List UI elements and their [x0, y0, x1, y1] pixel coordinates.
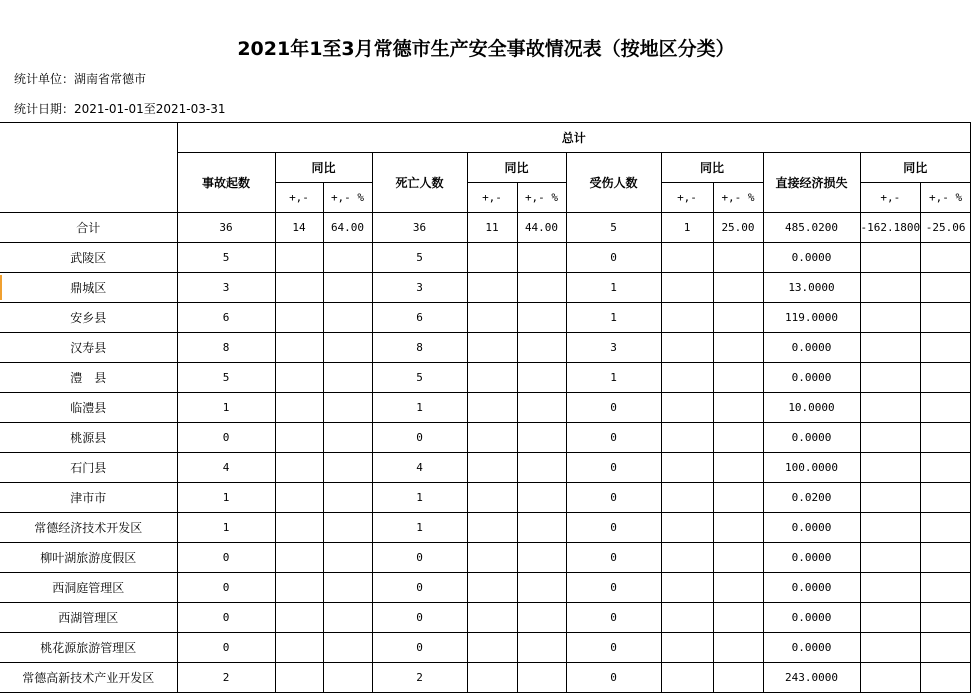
table-cell[interactable]	[517, 543, 566, 573]
table-cell[interactable]	[517, 513, 566, 543]
table-cell[interactable]: 8	[372, 333, 467, 363]
table-cell[interactable]: 0	[566, 633, 661, 663]
table-cell[interactable]: 0	[177, 633, 275, 663]
table-cell[interactable]	[467, 273, 517, 303]
table-cell[interactable]	[275, 453, 323, 483]
table-cell[interactable]	[860, 453, 921, 483]
table-cell[interactable]	[860, 633, 921, 663]
table-cell[interactable]	[860, 273, 921, 303]
table-cell[interactable]: 0.0000	[763, 423, 860, 453]
table-cell[interactable]	[323, 243, 372, 273]
table-cell[interactable]	[517, 603, 566, 633]
region-header	[0, 123, 177, 213]
table-cell[interactable]	[661, 423, 713, 453]
table-cell[interactable]	[275, 303, 323, 333]
accidents-header: 事故起数	[177, 153, 275, 213]
table-cell[interactable]: 5	[566, 213, 661, 243]
table-cell[interactable]: 1	[566, 273, 661, 303]
table-cell[interactable]	[661, 573, 713, 603]
region-name[interactable]: 常德高新技术产业开发区	[0, 663, 177, 693]
table-cell[interactable]: 0.0000	[763, 573, 860, 603]
table-cell[interactable]: 1	[372, 513, 467, 543]
region-name[interactable]: 鼎城区	[0, 273, 177, 303]
table-cell[interactable]	[921, 273, 971, 303]
table-cell[interactable]: 2	[177, 663, 275, 693]
table-cell[interactable]	[467, 453, 517, 483]
table-cell[interactable]: 11	[467, 213, 517, 243]
table-cell[interactable]: 5	[177, 363, 275, 393]
table-cell[interactable]	[517, 663, 566, 693]
table-row	[0, 573, 971, 603]
table-cell[interactable]: 4	[177, 453, 275, 483]
table-cell[interactable]	[921, 303, 971, 333]
table-cell[interactable]: 0	[566, 393, 661, 423]
table-cell[interactable]	[467, 543, 517, 573]
table-cell[interactable]	[713, 273, 763, 303]
table-cell[interactable]	[275, 243, 323, 273]
table-row	[0, 513, 971, 543]
table-cell[interactable]	[713, 303, 763, 333]
table-cell[interactable]	[517, 273, 566, 303]
table-cell[interactable]	[661, 303, 713, 333]
table-cell[interactable]: 119.0000	[763, 303, 860, 333]
table-cell[interactable]	[921, 663, 971, 693]
table-cell[interactable]	[860, 483, 921, 513]
table-cell[interactable]: 1	[177, 393, 275, 423]
table-cell[interactable]	[467, 603, 517, 633]
table-cell[interactable]	[467, 393, 517, 423]
table-cell[interactable]: 36	[177, 213, 275, 243]
table-cell[interactable]	[713, 663, 763, 693]
yoy-header: 同比	[661, 153, 763, 183]
table-cell[interactable]: 243.0000	[763, 663, 860, 693]
table-cell[interactable]	[713, 333, 763, 363]
table-cell[interactable]	[713, 393, 763, 423]
table-cell[interactable]	[323, 333, 372, 363]
table-cell[interactable]: 8	[177, 333, 275, 363]
table-cell[interactable]: 1	[177, 483, 275, 513]
region-name[interactable]: 常德经济技术开发区	[0, 513, 177, 543]
table-cell[interactable]: 100.0000	[763, 453, 860, 483]
table-row	[0, 363, 971, 393]
region-name[interactable]: 石门县	[0, 453, 177, 483]
pct-header: +,- %	[323, 183, 372, 213]
table-cell[interactable]	[467, 513, 517, 543]
table-cell[interactable]: 5	[177, 243, 275, 273]
table-cell[interactable]	[713, 483, 763, 513]
region-name[interactable]: 桃花源旅游管理区	[0, 633, 177, 663]
diff-header: +,-	[661, 183, 713, 213]
table-row	[0, 273, 971, 303]
region-name[interactable]: 津市市	[0, 483, 177, 513]
accident-table	[0, 122, 971, 693]
table-cell[interactable]: 0	[566, 483, 661, 513]
table-cell[interactable]	[860, 393, 921, 423]
table-cell[interactable]: 0.0000	[763, 543, 860, 573]
table-row	[0, 603, 971, 633]
region-name[interactable]: 桃源县	[0, 423, 177, 453]
table-cell[interactable]	[661, 243, 713, 273]
table-cell[interactable]	[661, 393, 713, 423]
table-cell[interactable]: 0	[566, 513, 661, 543]
table-row	[0, 243, 971, 273]
table-cell[interactable]: 1	[372, 393, 467, 423]
table-cell[interactable]	[275, 423, 323, 453]
table-cell[interactable]: 2	[372, 663, 467, 693]
table-cell[interactable]	[517, 573, 566, 603]
table-cell[interactable]	[921, 513, 971, 543]
table-cell[interactable]	[467, 333, 517, 363]
table-cell[interactable]: 0.0000	[763, 633, 860, 663]
table-cell[interactable]: 0	[177, 423, 275, 453]
table-cell[interactable]	[467, 363, 517, 393]
table-cell[interactable]	[275, 333, 323, 363]
table-row	[0, 423, 971, 453]
diff-header: +,-	[275, 183, 323, 213]
table-cell[interactable]	[467, 573, 517, 603]
table-cell[interactable]	[921, 393, 971, 423]
deaths-header: 死亡人数	[372, 153, 467, 213]
table-cell[interactable]	[323, 453, 372, 483]
table-cell[interactable]: 485.0200	[763, 213, 860, 243]
diff-header: +,-	[860, 183, 921, 213]
table-cell[interactable]	[860, 243, 921, 273]
table-cell[interactable]: 0	[566, 423, 661, 453]
table-cell[interactable]	[323, 603, 372, 633]
table-cell[interactable]	[517, 633, 566, 663]
table-cell[interactable]	[921, 483, 971, 513]
table-cell[interactable]	[661, 453, 713, 483]
table-row	[0, 483, 971, 513]
table-row	[0, 663, 971, 693]
table-cell[interactable]	[713, 633, 763, 663]
loss-header: 直接经济损失	[763, 153, 860, 213]
table-cell[interactable]	[661, 273, 713, 303]
table-cell[interactable]: 36	[372, 213, 467, 243]
table-cell[interactable]	[661, 363, 713, 393]
table-cell[interactable]: 0	[372, 633, 467, 663]
table-cell[interactable]	[323, 273, 372, 303]
region-name[interactable]: 汉寿县	[0, 333, 177, 363]
table-cell[interactable]: 14	[275, 213, 323, 243]
table-cell[interactable]	[275, 363, 323, 393]
pct-header: +,- %	[517, 183, 566, 213]
region-name[interactable]: 临澧县	[0, 393, 177, 423]
statistics-date: 统计日期：2021-01-01至2021-03-31	[14, 102, 226, 116]
table-cell[interactable]	[860, 333, 921, 363]
yoy-header: 同比	[860, 153, 971, 183]
table-cell[interactable]	[467, 423, 517, 453]
table-row	[0, 543, 971, 573]
table-cell[interactable]: 13.0000	[763, 273, 860, 303]
table-cell[interactable]	[467, 663, 517, 693]
table-cell[interactable]	[921, 453, 971, 483]
region-name[interactable]: 西洞庭管理区	[0, 573, 177, 603]
table-cell[interactable]: 0.0000	[763, 603, 860, 633]
table-cell[interactable]	[275, 663, 323, 693]
table-cell[interactable]	[467, 303, 517, 333]
table-cell[interactable]	[661, 603, 713, 633]
table-cell[interactable]	[661, 633, 713, 663]
table-cell[interactable]: 0	[566, 603, 661, 633]
table-cell[interactable]	[860, 573, 921, 603]
pct-header: +,- %	[713, 183, 763, 213]
pct-header: +,- %	[921, 183, 971, 213]
region-name[interactable]: 合计	[0, 213, 177, 243]
table-cell[interactable]: 0.0000	[763, 333, 860, 363]
table-cell[interactable]: 1	[566, 303, 661, 333]
table-cell[interactable]: 64.00	[323, 213, 372, 243]
table-cell[interactable]	[860, 423, 921, 453]
report-title: 2021年1至3月常德市生产安全事故情况表（按地区分类）	[237, 38, 735, 60]
table-cell[interactable]: 0	[566, 243, 661, 273]
table-cell[interactable]	[921, 543, 971, 573]
table-cell[interactable]: 6	[177, 303, 275, 333]
table-cell[interactable]: 0	[177, 543, 275, 573]
total-header: 总计	[177, 123, 971, 153]
table-cell[interactable]	[517, 243, 566, 273]
table-row	[0, 633, 971, 663]
table-cell[interactable]: 0.0000	[763, 513, 860, 543]
table-row	[0, 303, 971, 333]
diff-header: +,-	[467, 183, 517, 213]
table-cell[interactable]: 0	[177, 573, 275, 603]
table-cell[interactable]	[275, 513, 323, 543]
table-cell[interactable]	[713, 573, 763, 603]
table-cell[interactable]: -25.06	[921, 213, 971, 243]
table-cell[interactable]	[921, 243, 971, 273]
table-cell[interactable]	[323, 513, 372, 543]
table-cell[interactable]	[323, 423, 372, 453]
table-cell[interactable]	[275, 603, 323, 633]
table-cell[interactable]	[517, 453, 566, 483]
table-row	[0, 213, 971, 243]
table-cell[interactable]: 0	[566, 543, 661, 573]
table-cell[interactable]	[323, 543, 372, 573]
table-cell[interactable]	[860, 363, 921, 393]
table-cell[interactable]: 0	[566, 663, 661, 693]
table-cell[interactable]: 0.0000	[763, 243, 860, 273]
table-cell[interactable]	[517, 363, 566, 393]
table-cell[interactable]: 0.0200	[763, 483, 860, 513]
table-cell[interactable]	[323, 393, 372, 423]
table-cell[interactable]: 0	[566, 453, 661, 483]
table-cell[interactable]	[275, 393, 323, 423]
table-cell[interactable]: 4	[372, 453, 467, 483]
table-cell[interactable]	[860, 603, 921, 633]
table-cell[interactable]	[323, 363, 372, 393]
table-cell[interactable]	[921, 333, 971, 363]
table-cell[interactable]: 25.00	[713, 213, 763, 243]
table-cell[interactable]	[713, 513, 763, 543]
table-cell[interactable]	[661, 543, 713, 573]
table-cell[interactable]	[323, 483, 372, 513]
table-cell[interactable]: 3	[177, 273, 275, 303]
table-cell[interactable]: 1	[372, 483, 467, 513]
table-cell[interactable]	[713, 603, 763, 633]
table-cell[interactable]	[661, 333, 713, 363]
table-cell[interactable]: 0.0000	[763, 363, 860, 393]
table-cell[interactable]	[517, 303, 566, 333]
table-cell[interactable]	[517, 333, 566, 363]
table-cell[interactable]	[860, 513, 921, 543]
table-cell[interactable]: 6	[372, 303, 467, 333]
table-cell[interactable]	[921, 363, 971, 393]
table-cell[interactable]	[323, 633, 372, 663]
table-row	[0, 453, 971, 483]
table-cell[interactable]: 3	[372, 273, 467, 303]
region-name[interactable]: 西湖管理区	[0, 603, 177, 633]
table-cell[interactable]	[517, 483, 566, 513]
table-cell[interactable]	[661, 483, 713, 513]
table-cell[interactable]	[713, 543, 763, 573]
table-cell[interactable]: 0	[372, 603, 467, 633]
table-cell[interactable]	[517, 423, 566, 453]
yoy-header: 同比	[275, 153, 372, 183]
table-cell[interactable]: 1	[661, 213, 713, 243]
table-cell[interactable]	[323, 303, 372, 333]
table-cell[interactable]	[661, 513, 713, 543]
table-cell[interactable]	[323, 663, 372, 693]
table-row	[0, 333, 971, 363]
table-cell[interactable]	[921, 633, 971, 663]
table-cell[interactable]	[713, 423, 763, 453]
table-cell[interactable]: 0	[566, 573, 661, 603]
table-cell[interactable]: -162.1800	[860, 213, 921, 243]
table-cell[interactable]	[275, 573, 323, 603]
table-cell[interactable]	[323, 573, 372, 603]
table-row	[0, 393, 971, 423]
table-cell[interactable]	[921, 573, 971, 603]
table-cell[interactable]	[921, 603, 971, 633]
table-cell[interactable]	[467, 243, 517, 273]
table-cell[interactable]	[713, 363, 763, 393]
table-cell[interactable]	[275, 273, 323, 303]
table-cell[interactable]	[860, 303, 921, 333]
injured-header: 受伤人数	[566, 153, 661, 213]
table-cell[interactable]	[713, 243, 763, 273]
region-name[interactable]: 安乡县	[0, 303, 177, 333]
table-cell[interactable]: 0	[372, 573, 467, 603]
table-cell[interactable]	[860, 543, 921, 573]
table-cell[interactable]: 1	[177, 513, 275, 543]
table-cell[interactable]: 3	[566, 333, 661, 363]
table-cell[interactable]	[921, 423, 971, 453]
table-cell[interactable]	[661, 663, 713, 693]
table-cell[interactable]: 10.0000	[763, 393, 860, 423]
table-cell[interactable]	[275, 543, 323, 573]
yoy-header: 同比	[467, 153, 566, 183]
table-cell[interactable]: 44.00	[517, 213, 566, 243]
table-cell[interactable]: 0	[177, 603, 275, 633]
table-cell[interactable]: 0	[372, 543, 467, 573]
table-cell[interactable]	[467, 483, 517, 513]
table-cell[interactable]: 0	[372, 423, 467, 453]
table-cell[interactable]: 1	[566, 363, 661, 393]
table-cell[interactable]	[275, 633, 323, 663]
table-cell[interactable]	[860, 663, 921, 693]
table-cell[interactable]: 5	[372, 363, 467, 393]
statistics-unit: 统计单位：湖南省常德市	[14, 72, 147, 86]
table-cell[interactable]: 5	[372, 243, 467, 273]
region-name[interactable]: 柳叶湖旅游度假区	[0, 543, 177, 573]
table-cell[interactable]	[467, 633, 517, 663]
table-cell[interactable]	[517, 393, 566, 423]
table-cell[interactable]	[275, 483, 323, 513]
table-cell[interactable]	[713, 453, 763, 483]
region-name[interactable]: 武陵区	[0, 243, 177, 273]
region-name[interactable]: 澧 县	[0, 363, 177, 393]
